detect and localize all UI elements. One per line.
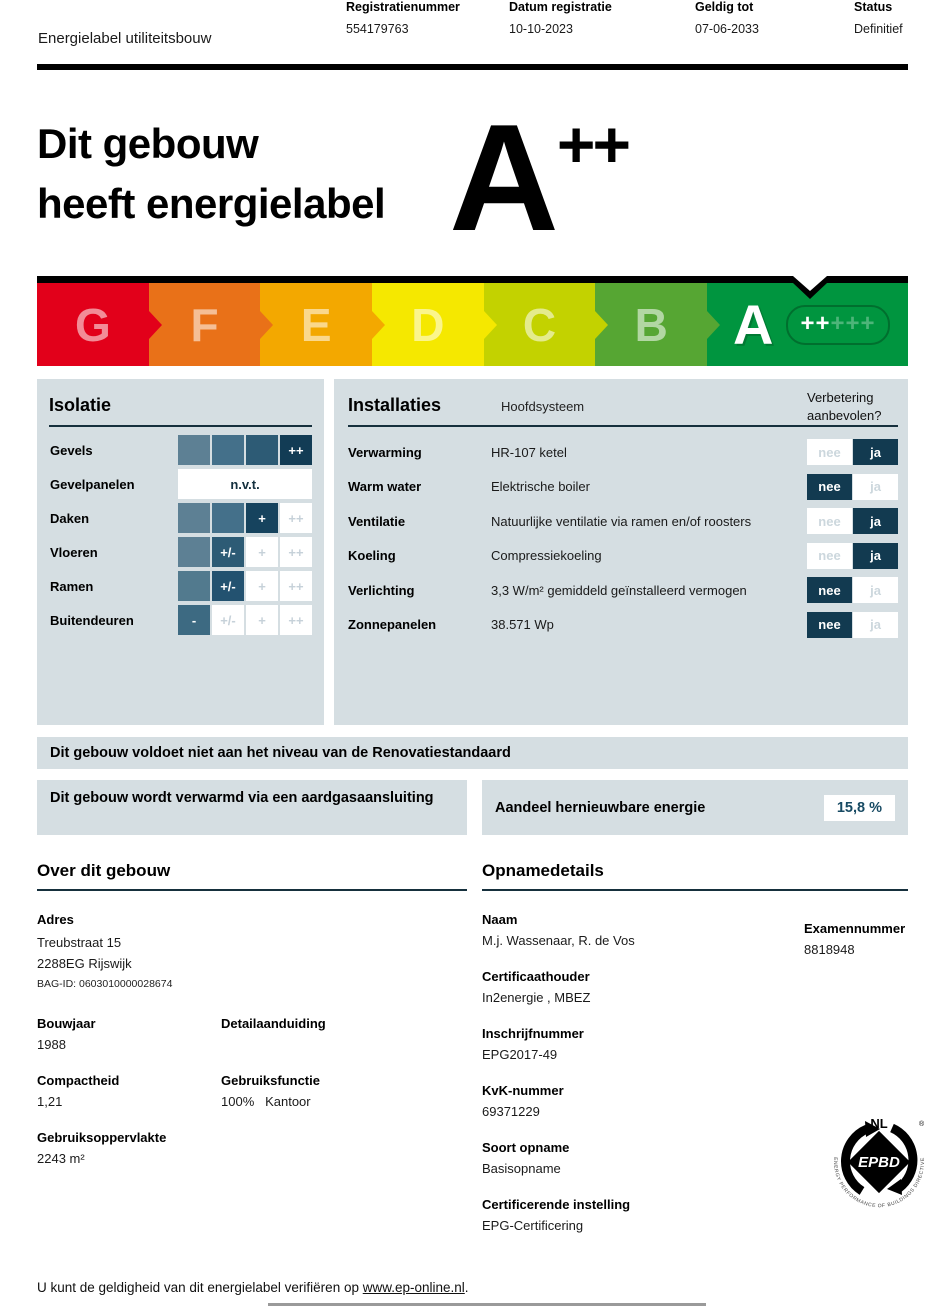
isolatie-cell — [178, 435, 210, 465]
improve-recommended-header: Verbetering aanbevolen? — [807, 390, 882, 424]
svg-text:EPBD: EPBD — [858, 1154, 900, 1171]
isolatie-row-label: Daken — [50, 510, 90, 526]
header-field — [695, 0, 759, 36]
nvt-cell: n.v.t. — [178, 469, 312, 499]
isolatie-cells — [178, 469, 312, 499]
header-field — [509, 0, 612, 36]
isolatie-row — [49, 537, 312, 567]
pill-active-plusses: ++ — [800, 309, 831, 337]
scale-letter-b: B — [634, 298, 668, 351]
isolatie-cell: ++ — [280, 435, 312, 465]
scale-segment-c — [484, 283, 596, 366]
rating-letter: A — [449, 93, 555, 263]
isolatie-cells — [178, 605, 312, 635]
toggle-option-nee: nee — [807, 474, 852, 500]
installaties-row-label: Zonnepanelen — [348, 617, 437, 633]
header-field-label: Geldig tot — [695, 0, 754, 14]
installaties-row-value: HR-107 ketel — [491, 444, 567, 460]
installaties-row — [348, 470, 898, 505]
opname-field-value: Basisopname — [482, 1161, 561, 1176]
about-field — [37, 1130, 221, 1168]
opname-field-value: 69371229 — [482, 1104, 540, 1119]
energy-scale — [37, 276, 908, 366]
installaties-row — [348, 539, 898, 574]
hero-rating — [449, 93, 628, 263]
hero-line2: heeft energielabel — [37, 180, 386, 228]
opname-details-section — [482, 861, 927, 1254]
installaties-row-label: Warm water — [348, 479, 422, 495]
isolatie-cell: +/- — [212, 537, 244, 567]
opname-field-value: In2energie , MBEZ — [482, 990, 591, 1005]
isolatie-cell: ++ — [280, 605, 312, 635]
scale-letter-c: C — [522, 298, 557, 351]
isolatie-cell: + — [246, 537, 278, 567]
isolatie-rows — [49, 435, 312, 635]
isolatie-row-label: Ramen — [50, 578, 94, 594]
about-field — [221, 1073, 467, 1111]
installaties-row-label: Koeling — [348, 548, 396, 564]
about-building-section — [37, 861, 467, 1254]
isolatie-panel — [37, 379, 324, 725]
scale-segment-g — [37, 283, 149, 366]
scale-segment-d — [372, 283, 484, 366]
opname-field-label: Soort opname — [482, 1140, 570, 1155]
hero-section — [37, 93, 908, 263]
isolatie-cells — [178, 503, 312, 533]
isolatie-cell — [212, 435, 244, 465]
header-field — [854, 0, 903, 36]
isolatie-cell: - — [178, 605, 210, 635]
footer — [37, 1280, 469, 1295]
toggle-option-ja: ja — [853, 439, 898, 465]
document-type-title: Energielabel utiliteitsbouw — [38, 30, 212, 47]
chevron-right-icon — [707, 311, 720, 339]
isolatie-row-label: Gevels — [50, 442, 93, 458]
footer-suffix: . — [464, 1280, 469, 1295]
svg-text:®: ® — [919, 1121, 925, 1128]
installaties-row-value: 3,3 W/m² gemiddeld geïnstalleerd vermogen — [491, 582, 747, 598]
scale-letter-f: F — [190, 298, 219, 351]
toggle-option-ja: ja — [853, 543, 898, 569]
chevron-right-icon — [260, 311, 273, 339]
about-field-value — [221, 1037, 467, 1053]
opname-field — [482, 969, 908, 1007]
scale-segment-e — [260, 283, 372, 366]
installaties-row-value: Elektrische boiler — [491, 479, 590, 495]
about-title: Over dit gebouw — [37, 861, 171, 880]
about-field — [221, 1016, 467, 1054]
address-line: Treubstraat 15 — [37, 935, 122, 950]
installaties-panel — [334, 379, 908, 725]
isolatie-row — [49, 571, 312, 601]
isolatie-title: Isolatie — [49, 395, 112, 415]
scale-letter-d: D — [411, 298, 445, 351]
header-field-value: 10-10-2023 — [509, 22, 573, 36]
about-field-value: 2243 m² — [37, 1151, 85, 1167]
recommended-toggle — [807, 508, 898, 534]
chevron-right-icon — [149, 311, 162, 339]
address-block — [37, 912, 467, 990]
toggle-option-ja: ja — [853, 612, 898, 638]
header-field-label: Status — [854, 0, 893, 14]
isolatie-cell: ++ — [280, 503, 312, 533]
isolatie-cells — [178, 571, 312, 601]
scale-segment-b — [595, 283, 707, 366]
recommended-toggle — [807, 439, 898, 465]
rating-pill — [786, 305, 889, 345]
isolatie-cell — [178, 571, 210, 601]
rating-plusses: ++ — [556, 107, 628, 181]
toggle-option-nee: nee — [807, 577, 852, 603]
recommended-toggle — [807, 612, 898, 638]
opname-field-label: Certificerende instelling — [482, 1197, 631, 1212]
toggle-option-nee: nee — [807, 543, 852, 569]
opname-title-rule — [482, 889, 908, 891]
isolatie-cells — [178, 537, 312, 567]
about-field-value: 1988 — [37, 1037, 66, 1053]
renewable-energy-label: Aandeel hernieuwbare energie — [495, 799, 706, 816]
toggle-option-nee: nee — [807, 439, 852, 465]
installaties-row-label: Verwarming — [348, 444, 422, 460]
installaties-row-value: Compressiekoeling — [491, 548, 602, 564]
installaties-row-value: Natuurlijke ventilatie via ramen en/of roosters — [491, 513, 752, 529]
address-line: 2288EG Rijswijk — [37, 956, 132, 972]
isolatie-row — [49, 435, 312, 465]
installaties-row-value: 38.571 Wp — [491, 617, 554, 633]
about-field-label: Bouwjaar — [37, 1016, 96, 1032]
current-rating-pointer-icon — [770, 276, 850, 308]
isolatie-row — [49, 503, 312, 533]
isolatie-cell: ++ — [280, 537, 312, 567]
header-field-label: Datum registratie — [509, 0, 612, 14]
isolatie-row — [49, 605, 312, 635]
isolatie-cell: + — [246, 605, 278, 635]
isolatie-cell — [178, 503, 210, 533]
footer-link[interactable]: www.ep-online.nl — [362, 1280, 465, 1295]
footer-text: U kunt de geldigheid van dit energielabel verifiëren op — [37, 1280, 363, 1295]
installaties-title: Installaties — [348, 395, 442, 415]
opname-field-label: Naam — [482, 912, 518, 927]
recommended-toggle — [807, 474, 898, 500]
toggle-option-nee: nee — [807, 508, 852, 534]
scale-letter-g: G — [74, 298, 111, 351]
opname-field-value: M.j. Wassenaar, R. de Vos — [482, 933, 635, 948]
svg-text:ENERGY PERFORMANCE OF BUILDING: ENERGY PERFORMANCE OF BUILDINGS DIRECTIVE — [831, 1156, 927, 1210]
address-lines — [37, 932, 467, 974]
about-field-label: Detailaanduiding — [221, 1016, 326, 1032]
about-field — [37, 1073, 221, 1111]
isolatie-row-label: Gevelpanelen — [50, 476, 135, 492]
opname-field-label: Inschrijfnummer — [482, 1026, 584, 1041]
installaties-row — [348, 608, 898, 643]
exam-number-field — [804, 921, 905, 959]
recommended-toggle — [807, 577, 898, 603]
toggle-option-ja: ja — [853, 577, 898, 603]
isolatie-cell — [178, 537, 210, 567]
opname-field — [482, 1026, 908, 1064]
scale-letter-e: E — [300, 298, 332, 351]
hero-text — [37, 114, 385, 234]
recommended-toggle — [807, 543, 898, 569]
isolatie-title-rule — [49, 425, 312, 427]
isolatie-row-label: Vloeren — [50, 544, 98, 560]
exam-number-label: Examennummer — [804, 921, 906, 936]
opname-field-value: EPG-Certificering — [482, 1218, 584, 1233]
installaties-rows — [348, 435, 898, 642]
isolatie-row — [49, 469, 312, 499]
header-field-label: Registratienummer — [346, 0, 460, 14]
toggle-option-ja: ja — [853, 508, 898, 534]
isolatie-cell: +/- — [212, 605, 244, 635]
renewable-energy-notice — [482, 780, 908, 835]
isolatie-cell: + — [246, 571, 278, 601]
installaties-row — [348, 573, 898, 608]
chevron-right-icon — [595, 311, 608, 339]
about-title-rule — [37, 889, 467, 891]
opname-title: Opnamedetails — [482, 861, 604, 880]
scale-letter-a-current: A — [733, 293, 774, 356]
isolatie-row-label: Buitendeuren — [50, 612, 134, 628]
renewable-energy-value: 15,8 % — [824, 795, 895, 821]
bag-id: BAG-ID: 0603010000028674 — [37, 978, 173, 991]
isolatie-cell — [212, 503, 244, 533]
isolatie-cells — [178, 435, 312, 465]
epbd-logo-icon — [829, 1116, 929, 1216]
about-fields-grid — [37, 1016, 467, 1168]
renovation-standard-notice: Dit gebouw voldoet niet aan het niveau van de Renovatiestandaard — [37, 737, 908, 769]
installaties-row-label: Ventilatie — [348, 513, 406, 529]
isolatie-cell: +/- — [212, 571, 244, 601]
chevron-right-icon — [484, 311, 497, 339]
about-field-label: Gebruiksfunctie — [221, 1073, 320, 1089]
opname-field-label: Certificaathouder — [482, 969, 590, 984]
installaties-row — [348, 435, 898, 470]
header-field-value: Definitief — [854, 22, 903, 36]
about-field-label: Gebruiksoppervlakte — [37, 1130, 167, 1146]
installaties-subtitle: Hoofdsysteem — [501, 399, 585, 414]
document-header — [37, 0, 908, 64]
header-field-value: 554179763 — [346, 22, 409, 36]
isolatie-cell: ++ — [280, 571, 312, 601]
about-field-value: 100% Kantoor — [221, 1094, 311, 1110]
gas-heating-notice: Dit gebouw wordt verwarmd via een aardgasaansluiting — [37, 780, 467, 835]
address-label: Adres — [37, 912, 74, 927]
opname-field-label: KvK-nummer — [482, 1083, 564, 1098]
header-field-value: 07-06-2033 — [695, 22, 759, 36]
isolatie-cell: + — [246, 503, 278, 533]
hero-line1: Dit gebouw — [37, 120, 259, 167]
svg-text:NL: NL — [870, 1116, 888, 1131]
installaties-row-label: Verlichting — [348, 582, 415, 598]
pill-inactive-plusses: +++ — [830, 309, 876, 337]
header-field — [346, 0, 460, 36]
installaties-row — [348, 504, 898, 539]
about-field-value: 1,21 — [37, 1094, 63, 1110]
scale-segment-f — [149, 283, 261, 366]
opname-field-value: EPG2017-49 — [482, 1047, 558, 1062]
toggle-option-nee: nee — [807, 612, 852, 638]
header-divider — [37, 64, 908, 70]
exam-number-value: 8818948 — [804, 942, 855, 957]
isolatie-cell — [246, 435, 278, 465]
about-field — [37, 1016, 221, 1054]
toggle-option-ja: ja — [853, 474, 898, 500]
about-field-label: Compactheid — [37, 1073, 120, 1089]
chevron-right-icon — [372, 311, 385, 339]
